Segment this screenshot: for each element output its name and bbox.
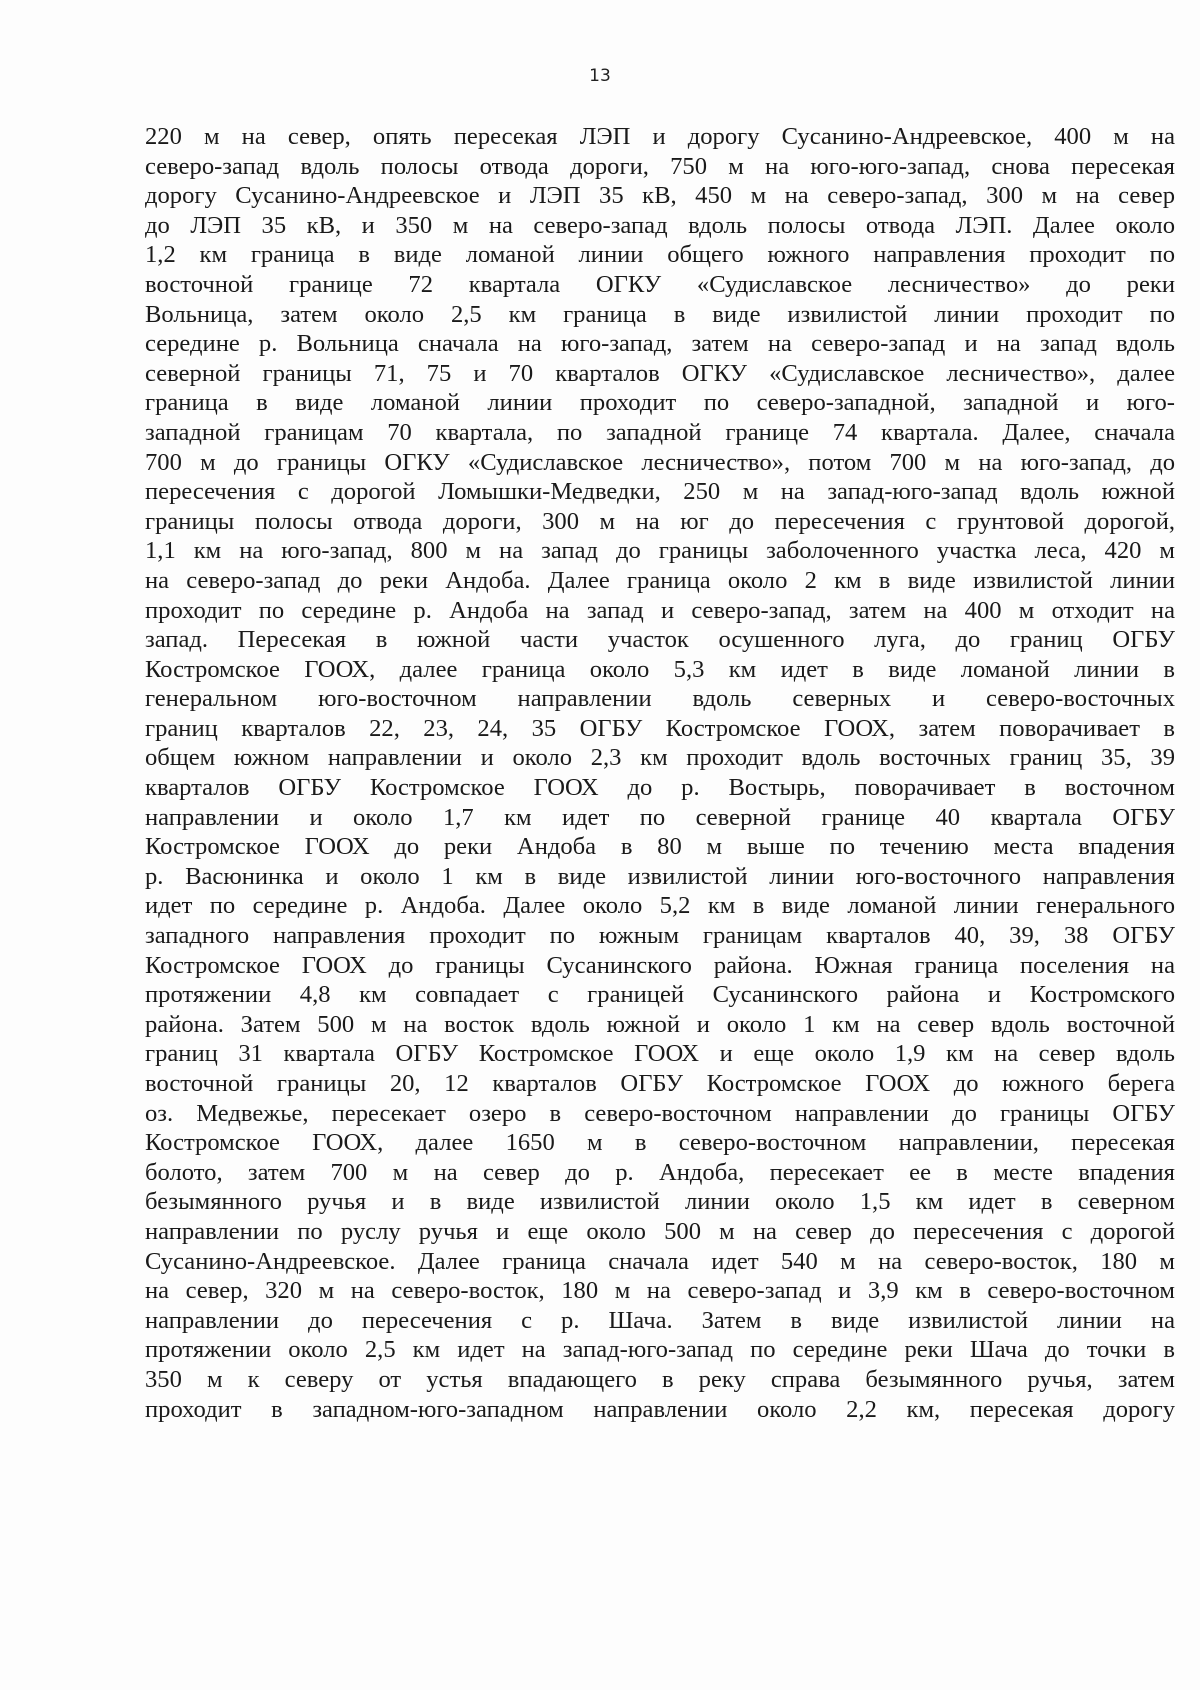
text-line: Костромское ГООХ до границы Сусанинского района. Южная граница поселения на [145,951,1175,979]
text-line: запад. Пересекая в южной части участок осушенного луга, до границ ОГБУ [145,626,1175,654]
text-line: кварталов ОГБУ Костромское ГООХ до р. Востырь, поворачивает в восточном [145,774,1175,802]
page-number: 13 [589,66,611,86]
text-line: границ 31 квартала ОГБУ Костромское ГООХ и еще около 1,9 км на север вдоль [145,1040,1175,1068]
text-line: направлении до пересечения с р. Шача. Затем в виде извилистой линии на [145,1306,1175,1334]
text-line: безымянного ручья и в виде извилистой линии около 1,5 км идет в северном [145,1188,1175,1216]
text-line: Костромское ГООХ до реки Андоба в 80 м выше по течению места впадения [145,833,1175,861]
text-line: середине р. Вольница сначала на юго-запад, затем на северо-запад и на запад вдоль [145,330,1175,358]
text-line: восточной границе 72 квартала ОГКУ «Судиславское лесничество» до реки [145,270,1175,298]
text-line: р. Васюнинка и около 1 км в виде извилистой линии юго-восточного направления [145,862,1175,890]
text-line: направлении по руслу ручья и еще около 500 м на север до пересечения с дорогой [145,1217,1175,1245]
text-line: идет по середине р. Андоба. Далее около 5,2 км в виде ломаной линии генерального [145,892,1175,920]
text-line: Сусанино-Андреевское. Далее граница сначала идет 540 м на северо-восток, 180 м [145,1247,1175,1275]
text-line: Костромское ГООХ, далее граница около 5,3 км идет в виде ломаной линии в [145,655,1175,683]
text-line: восточной границы 20, 12 кварталов ОГБУ Костромское ГООХ до южного берега [145,1070,1175,1097]
text-line: протяжении около 2,5 км идет на запад-юго-запад по середине реки Шача до точки в [145,1336,1175,1364]
text-line: 700 м до границы ОГКУ «Судиславское лесничество», потом 700 м на юго-запад, до [145,448,1175,476]
text-line: на север, 320 м на северо-восток, 180 м на северо-запад и 3,9 км в северо-восточном [145,1277,1175,1305]
body-text [145,122,1175,1424]
text-line: границы полосы отвода дороги, 300 м на юг до пересечения с грунтовой дорогой, [145,507,1175,535]
text-line: 220 м на север, опять пересекая ЛЭП и дорогу Сусанино-Андреевское, 400 м на [145,123,1175,150]
text-line: Вольница, затем около 2,5 км граница в виде извилистой линии проходит по [145,300,1175,328]
text-line: северной границы 71, 75 и 70 кварталов ОГКУ «Судиславское лесничество», далее [145,359,1175,387]
text-line: дорогу Сусанино-Андреевское и ЛЭП 35 кВ, 450 м на северо-запад, 300 м на север [145,182,1175,210]
text-line: западного направления проходит по южным границам кварталов 40, 39, 38 ОГБУ [145,922,1175,950]
text-line: направлении и около 1,7 км идет по северной границе 40 квартала ОГБУ [145,803,1175,831]
text-line: пересечения с дорогой Ломышки-Медведки, 250 м на запад-юго-запад вдоль южной [145,478,1175,506]
text-line: на северо-запад до реки Андоба. Далее граница около 2 км в виде извилистой линии [145,566,1175,594]
text-line: до ЛЭП 35 кВ, и 350 м на северо-запад вдоль полосы отвода ЛЭП. Далее около [145,211,1175,239]
text-line: северо-запад вдоль полосы отвода дороги, 750 м на юго-юго-запад, снова пересекая [145,152,1175,180]
text-line: 1,1 км на юго-запад, 800 м на запад до границы заболоченного участка леса, 420 м [145,537,1175,565]
text-line: протяжении 4,8 км совпадает с границей Сусанинского района и Костромского [145,981,1175,1009]
text-line: оз. Медвежье, пересекает озеро в северо-восточном направлении до границы ОГБУ [145,1099,1175,1127]
text-line: граница в виде ломаной линии проходит по северо-западной, западной и юго- [145,389,1175,417]
text-line: генеральном юго-восточном направлении вдоль северных и северо-восточных [145,685,1175,713]
text-line: проходит в западном-юго-западном направлении около 2,2 км, пересекая дорогу [145,1395,1175,1423]
text-line: границ кварталов 22, 23, 24, 35 ОГБУ Костромское ГООХ, затем поворачивает в [145,714,1175,742]
text-line: 350 м к северу от устья впадающего в реку справа безымянного ручья, затем [145,1365,1175,1393]
text-line: болото, затем 700 м на север до р. Андоба, пересекает ее в месте впадения [145,1158,1175,1186]
text-line: проходит по середине р. Андоба на запад и северо-запад, затем на 400 м отходит на [145,596,1175,624]
text-line: Костромское ГООХ, далее 1650 м в северо-восточном направлении, пересекая [145,1129,1175,1157]
text-line: общем южном направлении и около 2,3 км проходит вдоль восточных границ 35, 39 [145,744,1175,772]
text-line: района. Затем 500 м на восток вдоль южной и около 1 км на север вдоль восточной [145,1010,1175,1038]
text-line: западной границам 70 квартала, по западной границе 74 квартала. Далее, сначала [145,418,1175,446]
text-line: 1,2 км граница в виде ломаной линии общего южного направления проходит по [145,241,1175,269]
